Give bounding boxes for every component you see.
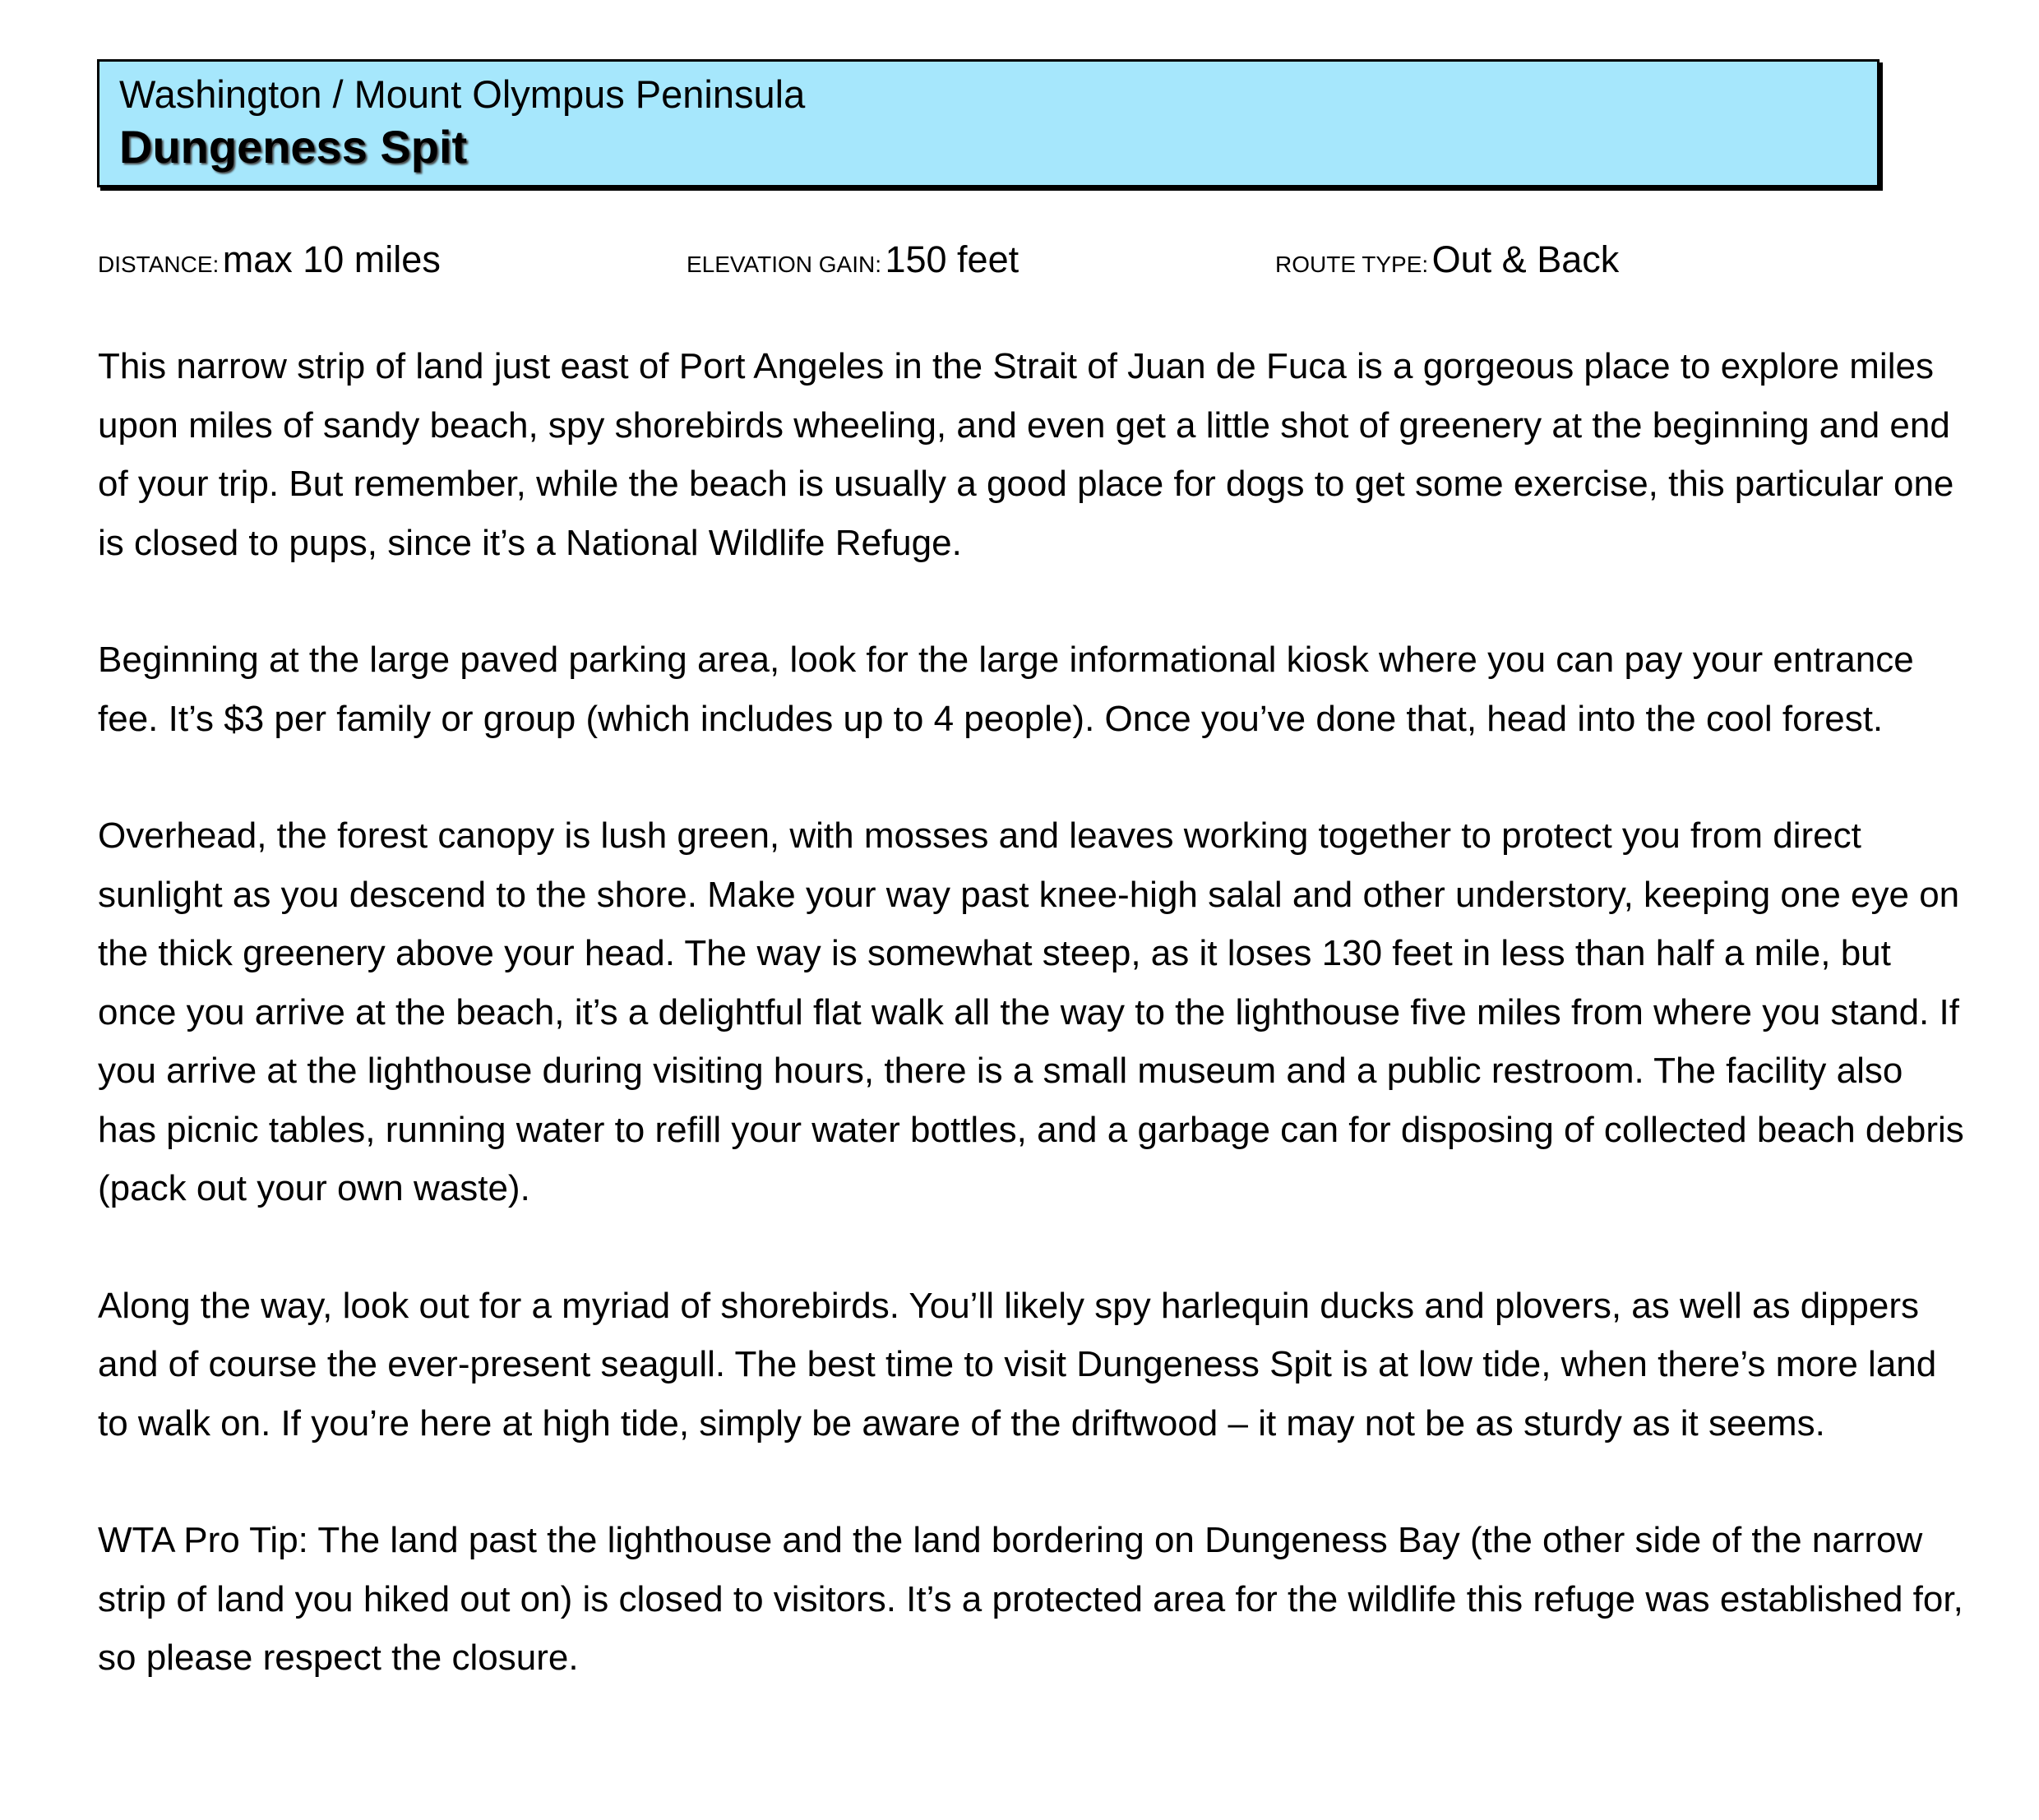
paragraph-pro-tip: WTA Pro Tip: The land past the lighthouse and the land bordering on Dungeness Bay (the other side of the narrow strip of land you hiked out on) is closed to visitors. It’s a protected area for the wildlife this refuge was established for, so please respect the closure. xyxy=(98,1520,1963,1678)
region-label: Washington / Mount Olympus Peninsula xyxy=(119,72,806,116)
stat-elevation-value: 150 feet xyxy=(885,238,1020,280)
stat-route xyxy=(1275,238,1619,281)
hike-title: Dungeness Spit xyxy=(119,121,468,173)
header-box xyxy=(97,59,1879,187)
stat-route-value: Out & Back xyxy=(1431,238,1620,280)
stat-elevation xyxy=(687,238,1019,281)
paragraph-shorebirds: Along the way, look out for a myriad of shorebirds. You’ll likely spy harlequin ducks and plovers, as well as dippers and of course the ever-present seagull. The best time to visit Dungeness Spit is at low tide, when there’s more land to walk on. If you’re here at high tide, simply be aware of the driftwood – it may not be as sturdy as it seems. xyxy=(98,1285,1937,1444)
paragraph-intro: This narrow strip of land just east of Port Angeles in the Strait of Juan de Fuca is a gorgeous place to explore miles upon miles of sandy beach, spy shorebirds wheeling, and even get a little shot of greenery at the beginning and end of your trip. But remember, while the beach is usually a good place for dogs to get some exercise, this particular one is closed to pups, since it’s a National Wildlife Refuge. xyxy=(98,346,1954,563)
stat-distance xyxy=(98,238,441,281)
stat-distance-value: max 10 miles xyxy=(222,238,441,280)
stat-distance-label: DISTANCE: xyxy=(98,252,220,277)
stat-elevation-label: ELEVATION GAIN: xyxy=(687,252,882,277)
stat-route-label: ROUTE TYPE: xyxy=(1275,252,1429,277)
stats-row xyxy=(0,238,2039,288)
paragraph-forest: Overhead, the forest canopy is lush green, with mosses and leaves working together to protect you from direct sunlight as you descend to the shore. Make your way past knee-high salal and other understory, keeping one eye on the thick greenery above your head. The way is somewhat steep, as it loses 130 feet in less than half a mile, but once you arrive at the beach, it’s a delightful flat walk all the way to the lighthouse five miles from where you stand. If you arrive at the lighthouse during visiting hours, there is a small museum and a public restroom. The facility also has picnic tables, running water to refill your water bottles, and a garbage can for disposing of collected beach debris (pack out your own waste). xyxy=(98,815,1964,1208)
paragraph-parking: Beginning at the large paved parking area, look for the large informational kiosk where you can pay your entrance fee. It’s $3 per family or group (which includes up to 4 people). Once you’ve done that, head into the cool forest. xyxy=(98,640,1914,739)
description-body xyxy=(98,337,1964,1746)
